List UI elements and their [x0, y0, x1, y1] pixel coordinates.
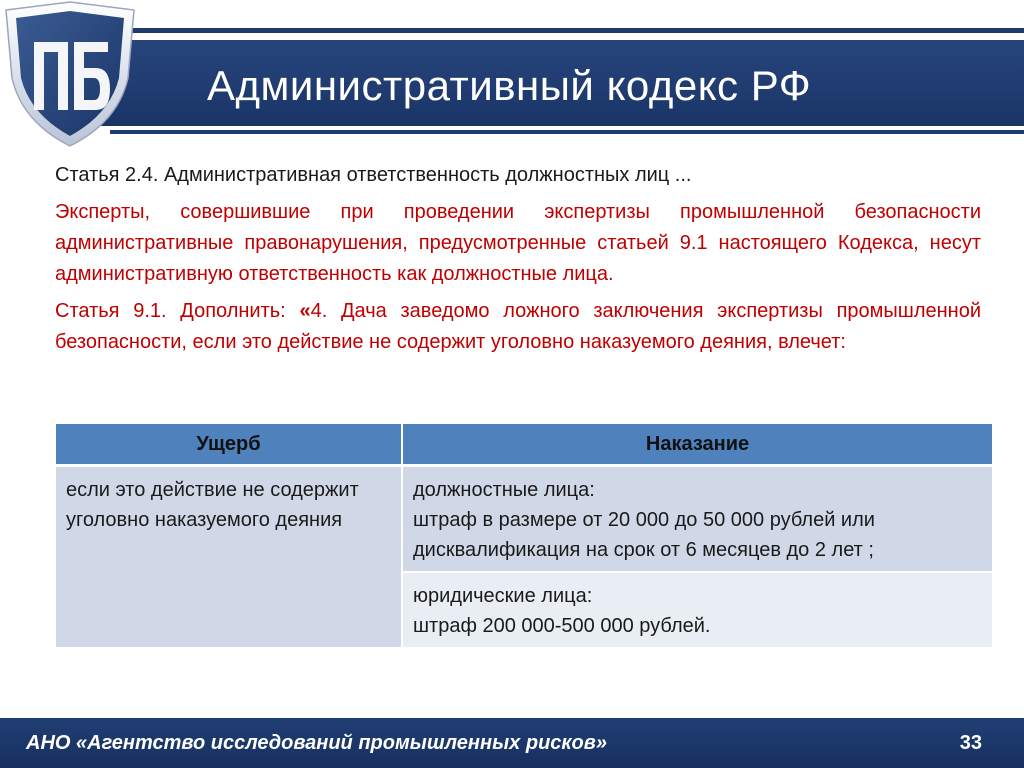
shield-logo-icon: [0, 0, 140, 148]
organization-name: АНО «Агентство исследований промышленных рисков»: [26, 732, 607, 754]
damage-cell: если это действие не содержит уголовно наказуемого деяния: [56, 466, 402, 649]
header: [0, 0, 1024, 140]
page-number: 33: [959, 732, 982, 754]
penalty-officials-line: штраф в размере от 20 000 до 50 000 рублей или: [413, 509, 875, 531]
penalty-legal-cell: [402, 572, 992, 648]
article-9-1-text: 4. Дача заведомо ложного заключения экспертизы промышленной безопасности, если это действие не содержит уголовно наказуемого деяния, влечет:: [55, 300, 982, 353]
penalty-table: [56, 424, 992, 649]
header-stripe-top: [110, 28, 1024, 33]
table-header-row: [56, 424, 992, 466]
footer: [0, 718, 1024, 768]
penalty-legal-line: юридические лица:: [413, 585, 593, 607]
header-stripe-bottom: [110, 130, 1024, 134]
experts-paragraph: Эксперты, совершившие при проведении экспертизы промышленной безопасности административные правонарушения, предусмотренные статьей 9.1 настоящего Кодекса, несут административную ответственность как должностные лица.: [55, 201, 981, 285]
penalty-officials-line: должностные лица:: [413, 479, 595, 501]
penalty-officials-line: дисквалификация на срок от 6 месяцев до 2 лет ;: [413, 539, 874, 561]
page-title: Административный кодекс РФ: [207, 62, 812, 109]
header-penalty: Наказание: [402, 424, 992, 466]
article-9-1-prefix: Статья 9.1. Дополнить:: [55, 300, 300, 322]
penalty-officials-cell: [402, 466, 992, 573]
article-text: [55, 160, 981, 364]
article-9-1-quote-mark: «: [299, 300, 311, 322]
table-row: [56, 466, 992, 573]
article-2-4-heading: Статья 2.4. Административная ответственность должностных лиц ...: [55, 164, 692, 186]
penalty-legal-line: штраф 200 000-500 000 рублей.: [413, 615, 711, 637]
header-damage: Ущерб: [56, 424, 402, 466]
article-9-1-paragraph: [55, 296, 981, 358]
